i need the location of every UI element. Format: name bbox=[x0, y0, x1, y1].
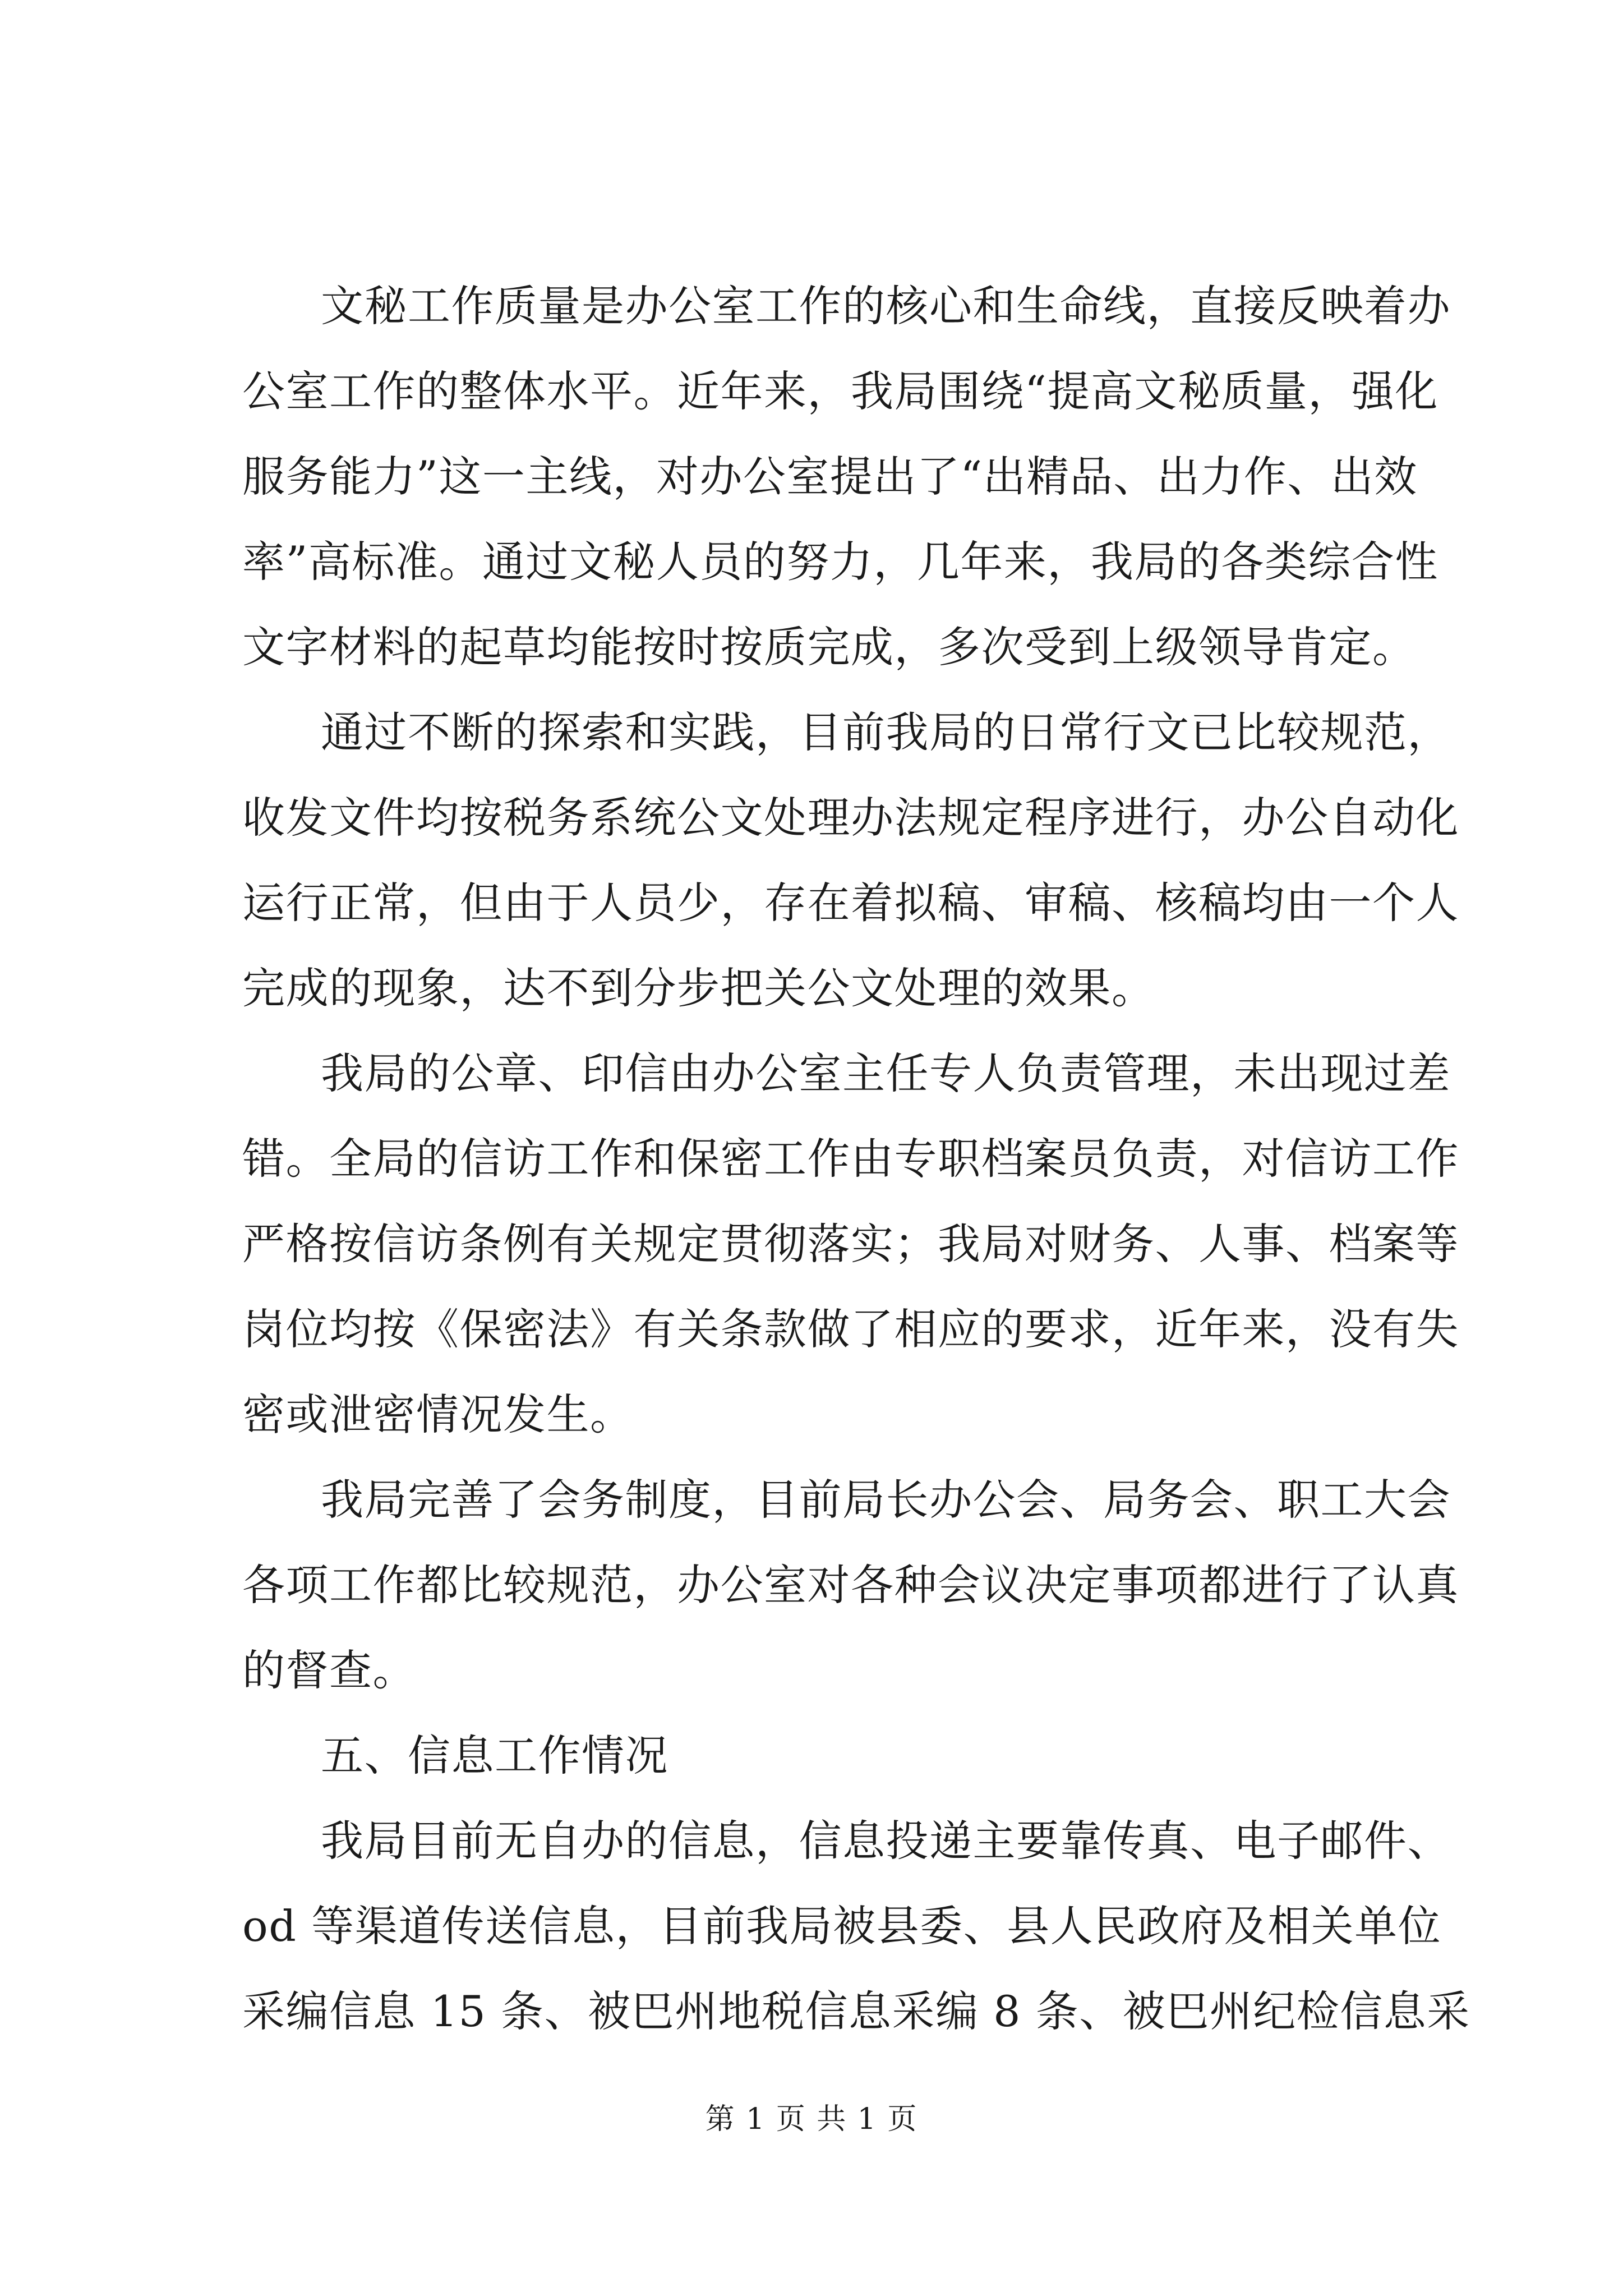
text-line: 我局完善了会务制度，目前局长办公会、局务会、职工大会 bbox=[321, 1475, 1451, 1525]
text-line: 通过不断的探索和实践，目前我局的日常行文已比较规范， bbox=[321, 707, 1451, 757]
text-line: 错。全局的信访工作和保密工作由专职档案员负责，对信访工作 bbox=[242, 1134, 1459, 1184]
text-line: 收发文件均按税务系统公文处理办法规定程序进行，办公自动化 bbox=[242, 793, 1459, 843]
text-line: 完成的现象，达不到分步把关公文处理的效果。 bbox=[242, 963, 1155, 1013]
text-line: 岗位均按《保密法》有关条款做了相应的要求，近年来，没有失 bbox=[242, 1304, 1459, 1354]
section-heading: 五、信息工作情况 bbox=[321, 1731, 668, 1780]
text-line: 密或泄密情况发生。 bbox=[242, 1389, 634, 1439]
body-text bbox=[242, 264, 1470, 2054]
text-line: 的督查。 bbox=[242, 1645, 416, 1695]
text-line: 我局目前无自办的信息，信息投递主要靠传真、电子邮件、 bbox=[321, 1816, 1451, 1866]
text-line: 服务能力”这一主线，对办公室提出了“出精品、出力作、出效 bbox=[242, 452, 1418, 501]
text-line: od 等渠道传送信息，目前我局被县委、县人民政府及相关单位 bbox=[242, 1901, 1442, 1951]
text-line: 采编信息 15 条、被巴州地税信息采编 8 条、被巴州纪检信息采 bbox=[242, 1986, 1470, 2036]
text-line: 文字材料的起草均能按时按质完成，多次受到上级领导肯定。 bbox=[242, 622, 1416, 672]
text-line: 公室工作的整体水平。近年来，我局围绕“提高文秘质量，强化 bbox=[242, 366, 1438, 416]
text-line: 运行正常，但由于人员少，存在着拟稿、审稿、核稿均由一个人 bbox=[242, 878, 1459, 928]
text-line: 率”高标准。通过文秘人员的努力，几年来，我局的各类综合性 bbox=[242, 537, 1438, 587]
text-line: 严格按信访条例有关规定贯彻落实；我局对财务、人事、档案等 bbox=[242, 1219, 1459, 1269]
text-line: 我局的公章、印信由办公室主任专人负责管理，未出现过差 bbox=[321, 1048, 1451, 1098]
text-line: 各项工作都比较规范，办公室对各种会议决定事项都进行了认真 bbox=[242, 1560, 1459, 1610]
page-footer: 第 1 页 共 1 页 bbox=[705, 2102, 918, 2136]
text-line: 文秘工作质量是办公室工作的核心和生命线，直接反映着办 bbox=[321, 281, 1451, 331]
